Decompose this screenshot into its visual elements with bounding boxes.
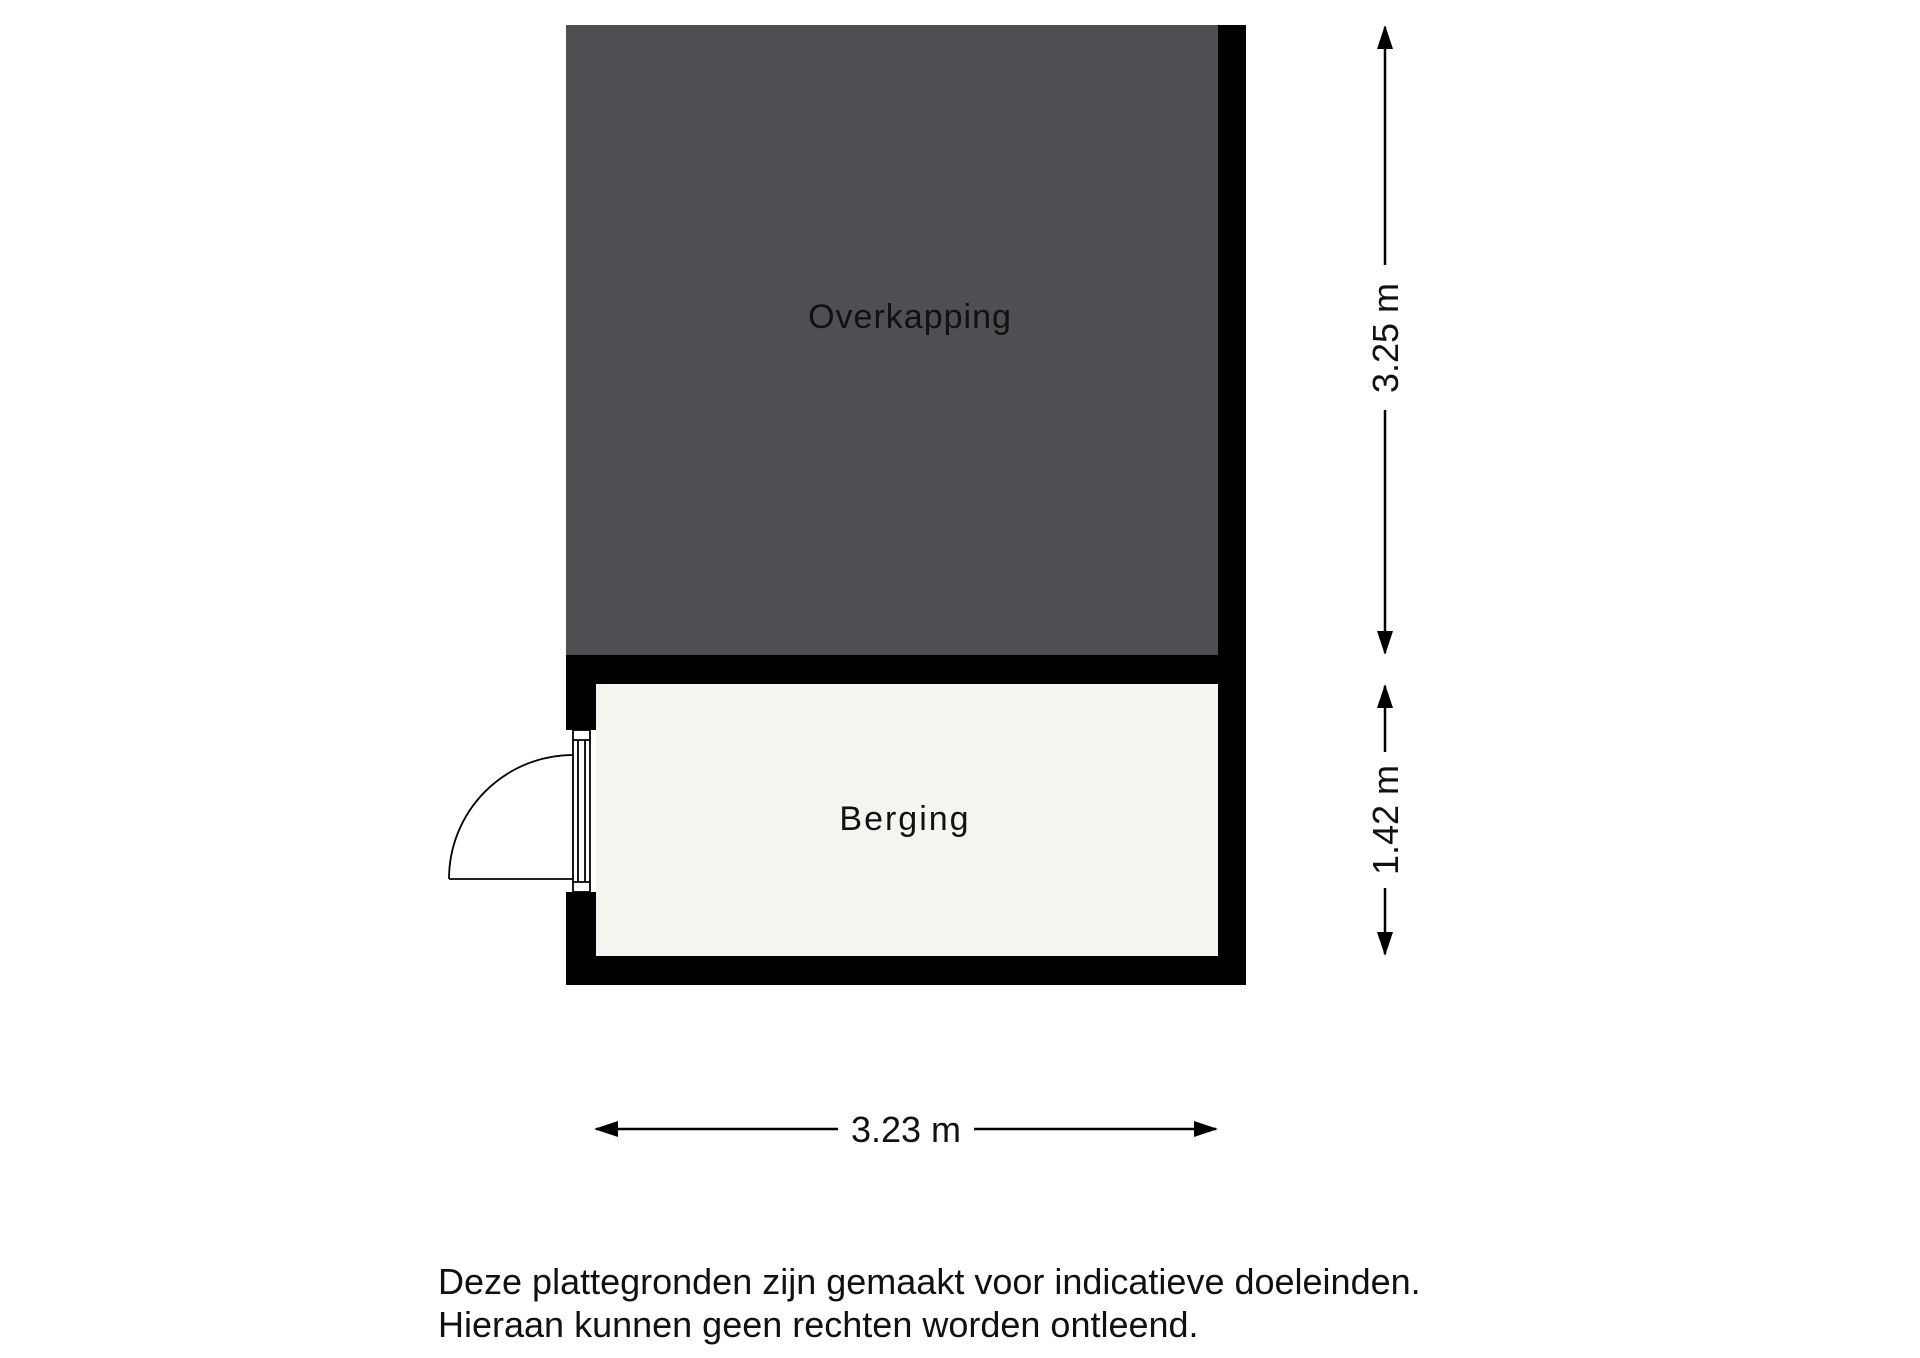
overkapping-area	[566, 25, 1218, 655]
width-dimension	[594, 1109, 1218, 1150]
left-wall-lower	[566, 892, 596, 985]
berging-label: Berging	[839, 800, 971, 838]
overkapping-label: Overkapping	[808, 298, 1012, 336]
right-wall	[1218, 25, 1246, 985]
arrowhead-icon	[1377, 932, 1393, 956]
left-wall-upper	[566, 655, 596, 730]
arrowhead-icon	[594, 1121, 618, 1137]
arrowhead-icon	[1377, 25, 1393, 49]
bottom-wall	[566, 956, 1246, 985]
disclaimer-line-1: Deze plattegronden zijn gemaakt voor indicatieve doeleinden.	[438, 1261, 1421, 1302]
arrowhead-icon	[1377, 631, 1393, 655]
door-frame	[573, 730, 590, 892]
overkapping-depth-dimension	[1365, 25, 1406, 655]
door-swing-icon	[449, 730, 590, 892]
disclaimer-line-2: Hieraan kunnen geen rechten worden ontleend.	[438, 1304, 1199, 1345]
middle-wall	[566, 655, 1246, 684]
door-swing-arc	[449, 755, 573, 879]
disclaimer	[438, 1260, 1738, 1346]
arrowhead-icon	[1194, 1121, 1218, 1137]
overkapping-depth-label: 3.25 m	[1365, 282, 1406, 394]
berging-depth-label: 1.42 m	[1365, 764, 1406, 876]
berging-depth-dimension	[1365, 684, 1406, 956]
width-dimension-label: 3.23 m	[850, 1109, 962, 1150]
arrowhead-icon	[1377, 684, 1393, 708]
